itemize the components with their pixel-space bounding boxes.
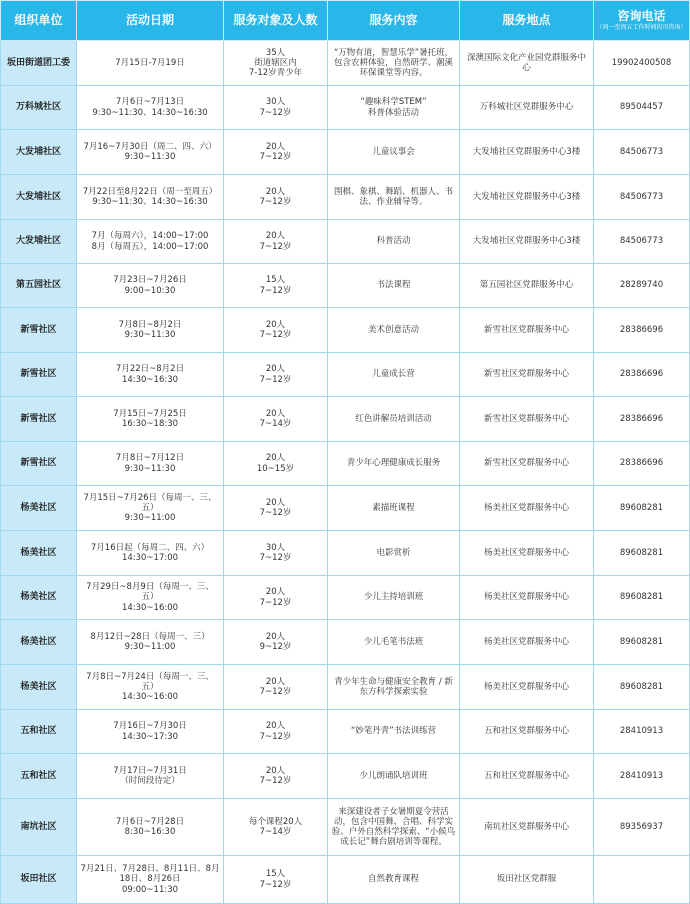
table-row	[1, 397, 690, 442]
table-row	[1, 799, 690, 856]
table-row	[1, 665, 690, 710]
org-cell-text: 五和社区	[20, 726, 57, 737]
date-cell-text: 7月17日~7月31日 （时间段待定）	[113, 765, 187, 786]
location-cell-text: 大发埔社区党群服务中心3楼	[472, 146, 581, 157]
table-row	[1, 531, 690, 576]
content-cell-text: 围棋、象棋、舞蹈、机器人、书法、作业辅导等。	[333, 186, 453, 207]
target-cell	[224, 130, 328, 175]
content-cell	[328, 41, 460, 86]
phone-cell	[594, 442, 690, 486]
header-row	[1, 1, 690, 41]
content-cell	[328, 220, 460, 264]
content-cell	[328, 531, 460, 576]
date-cell	[77, 620, 224, 665]
org-cell	[1, 220, 77, 264]
date-cell	[77, 576, 224, 620]
phone-cell-text: 28410913	[619, 770, 664, 781]
date-cell-text: 7月15日~7月26日（每周一、三、五） 9:30~11:00	[83, 492, 217, 524]
content-cell-text: 少儿毛笔书法班	[363, 636, 424, 647]
org-cell	[1, 754, 77, 799]
org-cell-text: 新雪社区	[20, 458, 57, 469]
content-cell-text: “妙笔丹青”书法训练营	[350, 726, 437, 737]
header-phone	[594, 1, 690, 41]
date-cell-text: 7月15日~7月25日 16:30~18:30	[113, 408, 187, 429]
location-cell-text: 新雪社区党群服务中心	[483, 369, 569, 380]
header-phone-hint: （周一至周五工作时间段可咨询）	[596, 24, 687, 32]
content-cell	[328, 799, 460, 856]
target-cell	[224, 308, 328, 353]
target-cell	[224, 86, 328, 130]
content-cell	[328, 397, 460, 442]
date-cell-text: 7月15日-7月19日	[115, 57, 185, 68]
phone-cell-text: 89608281	[619, 592, 664, 603]
org-cell-text: 大发埔社区	[15, 146, 61, 157]
target-cell-text: 20人 9~12岁	[259, 631, 292, 652]
location-cell-text: 大发埔社区党群服务中心3楼	[472, 236, 581, 247]
date-cell-text: 7月21日、7月28日、8月11日、8月18日、8月26日 09:00~11:30	[80, 864, 220, 895]
location-cell	[460, 220, 594, 264]
date-cell	[77, 486, 224, 531]
content-cell-text: 儿童议事会	[372, 146, 415, 157]
location-cell-text: 杨美社区党群服务中心	[483, 636, 569, 647]
location-cell	[460, 397, 594, 442]
location-cell-text: 南坑社区党群服务中心	[483, 821, 569, 832]
target-cell-text: 30人 7~12岁	[259, 542, 292, 563]
org-cell	[1, 130, 77, 175]
content-cell	[328, 308, 460, 353]
date-cell-text: 7月8日~7月24日（每周一、三、五） 14:30~16:00	[86, 671, 214, 703]
location-cell-text: 坂田社区党群服	[496, 874, 557, 885]
phone-cell-text: 84506773	[619, 191, 664, 202]
location-cell-text: 五和社区党群服务中心	[483, 726, 569, 737]
date-cell-text: 7月16日~7月30日 14:30~17:30	[113, 721, 187, 742]
date-cell	[77, 397, 224, 442]
content-cell	[328, 264, 460, 308]
content-cell-text: 青少年心理健康成长服务	[346, 458, 441, 469]
location-cell	[460, 175, 594, 220]
org-cell-text: 五和社区	[20, 770, 57, 781]
target-cell	[224, 710, 328, 754]
target-cell-text: 20人 7~12岁	[259, 497, 292, 518]
org-cell	[1, 710, 77, 754]
table-row	[1, 710, 690, 754]
location-cell-text: 新雪社区党群服务中心	[483, 413, 569, 424]
location-cell-text: 杨美社区党群服务中心	[483, 547, 569, 558]
content-cell	[328, 86, 460, 130]
content-cell-text: 美术创意活动	[367, 324, 419, 335]
phone-cell-text: 89504457	[619, 102, 664, 113]
org-cell	[1, 442, 77, 486]
target-cell-text: 每个课程20人 7~14岁	[248, 816, 303, 837]
date-cell	[77, 856, 224, 904]
phone-cell-text: 84506773	[619, 146, 664, 157]
target-cell-text: 20人 7~14岁	[259, 408, 292, 429]
phone-cell	[594, 486, 690, 531]
date-cell-text: 7月22日~8月2日 14:30~16:30	[115, 364, 185, 385]
table-body	[1, 41, 690, 904]
date-cell-text: 7月22日至8月22日（周一至周五） 9:30~11:30、14:30~16:30	[82, 186, 218, 207]
content-cell-text: 电影赏析	[376, 547, 411, 558]
org-cell	[1, 175, 77, 220]
phone-cell	[594, 86, 690, 130]
phone-cell-text: 28386696	[619, 413, 664, 424]
location-cell-text: 杨美社区党群服务中心	[483, 681, 569, 692]
location-cell	[460, 264, 594, 308]
phone-cell-text: 89608281	[619, 502, 664, 513]
date-cell	[77, 754, 224, 799]
phone-cell-text: 28386696	[619, 324, 664, 335]
location-cell	[460, 130, 594, 175]
table-row	[1, 754, 690, 799]
table-row	[1, 486, 690, 531]
content-cell-text: 儿童成长营	[372, 369, 415, 380]
target-cell	[224, 442, 328, 486]
org-cell-text: 大发埔社区	[15, 191, 61, 202]
content-cell-text: 来深建设者子女暑期夏令营活动，包含中国舞、合唱、科学实验、户外自然科学探索、“小候鸟成长记”舞台剧培训等课程。	[331, 806, 456, 848]
target-cell	[224, 620, 328, 665]
header-phone-label: 咨询电话	[617, 8, 666, 23]
content-cell	[328, 486, 460, 531]
date-cell	[77, 308, 224, 353]
location-cell-text: 深澳国际文化产业园党群服务中心	[466, 52, 586, 73]
date-cell	[77, 799, 224, 856]
location-cell	[460, 856, 594, 904]
org-cell	[1, 41, 77, 86]
phone-cell	[594, 130, 690, 175]
location-cell-text: 新雪社区党群服务中心	[483, 324, 569, 335]
target-cell-text: 15人 7~12岁	[259, 869, 292, 890]
date-cell-text: 7月16日起（每周二、四、六） 14:30~17:00	[90, 542, 210, 563]
target-cell-text: 20人 7~12岁	[259, 231, 292, 252]
location-cell-text: 杨美社区党群服务中心	[483, 502, 569, 513]
phone-cell-text: 89608281	[619, 636, 664, 647]
location-cell	[460, 308, 594, 353]
date-cell	[77, 665, 224, 710]
date-cell-text: 7月16~7月30日（周二、四、六） 9:30~11:30	[83, 141, 217, 162]
table-row	[1, 353, 690, 397]
org-cell-text: 南坑社区	[20, 821, 57, 832]
org-cell-text: 杨美社区	[20, 547, 57, 558]
date-cell-text: 7月8日~8月2日 9:30~11:30	[118, 319, 182, 340]
org-cell-text: 新雪社区	[20, 369, 57, 380]
org-cell-text: 第五园社区	[15, 280, 61, 291]
phone-cell	[594, 397, 690, 442]
target-cell-text: 20人 7~12岁	[259, 587, 292, 608]
table-row	[1, 264, 690, 308]
date-cell	[77, 130, 224, 175]
org-cell-text: 坂田社区	[20, 874, 57, 885]
location-cell	[460, 576, 594, 620]
content-cell-text: 书法课程	[376, 280, 411, 291]
content-cell-text: “趣味科学STEM” 科普体验活动	[360, 97, 427, 118]
location-cell-text: 五和社区党群服务中心	[483, 770, 569, 781]
phone-cell-text: 28386696	[619, 369, 664, 380]
date-cell	[77, 353, 224, 397]
target-cell	[224, 264, 328, 308]
table-row	[1, 576, 690, 620]
phone-cell	[594, 799, 690, 856]
phone-cell	[594, 531, 690, 576]
phone-cell	[594, 856, 690, 904]
content-cell-text: 少儿朗诵队培训班	[359, 770, 428, 781]
date-cell	[77, 442, 224, 486]
header-date: 活动日期	[77, 1, 224, 41]
target-cell-text: 20人 7~12岁	[259, 364, 292, 385]
phone-cell-text: 89608281	[619, 681, 664, 692]
phone-cell-text: 28386696	[619, 458, 664, 469]
phone-cell	[594, 754, 690, 799]
org-cell-text: 大发埔社区	[15, 236, 61, 247]
date-cell-text: 7月8日~7月12日 9:30~11:30	[115, 453, 185, 474]
content-cell	[328, 710, 460, 754]
date-cell	[77, 220, 224, 264]
table-row	[1, 308, 690, 353]
table-row	[1, 620, 690, 665]
org-cell-text: 新雪社区	[20, 413, 57, 424]
date-cell	[77, 710, 224, 754]
org-cell	[1, 308, 77, 353]
table-row	[1, 175, 690, 220]
phone-cell	[594, 710, 690, 754]
location-cell	[460, 41, 594, 86]
org-cell	[1, 264, 77, 308]
org-cell	[1, 531, 77, 576]
target-cell	[224, 754, 328, 799]
phone-cell-text: 19902400508	[611, 57, 672, 68]
target-cell-text: 20人 7~12岁	[259, 141, 292, 162]
org-cell	[1, 353, 77, 397]
table-row	[1, 130, 690, 175]
phone-cell	[594, 353, 690, 397]
org-cell	[1, 576, 77, 620]
content-cell	[328, 754, 460, 799]
content-cell-text: 自然教育课程	[367, 874, 419, 885]
header-content: 服务内容	[328, 1, 460, 41]
content-cell-text: 红色讲解员培训活动	[355, 413, 432, 424]
location-cell	[460, 353, 594, 397]
phone-cell-text: 89608281	[619, 547, 664, 558]
date-cell	[77, 86, 224, 130]
content-cell	[328, 130, 460, 175]
org-cell-text: 杨美社区	[20, 636, 57, 647]
target-cell	[224, 856, 328, 904]
org-cell-text: 杨美社区	[20, 592, 57, 603]
content-cell	[328, 856, 460, 904]
org-cell	[1, 799, 77, 856]
date-cell-text: 7月29日~8月9日（每周一、三、五） 14:30~16:00	[86, 582, 214, 613]
table-row	[1, 220, 690, 264]
date-cell-text: 7月23日~7月26日 9:00~10:30	[113, 275, 187, 296]
table-row	[1, 442, 690, 486]
location-cell	[460, 86, 594, 130]
content-cell-text: “万物有道，智慧乐学”暑托班，包含农耕体验，自然研学、潮溪环保课堂等内容。	[333, 47, 454, 79]
table-row	[1, 856, 690, 904]
phone-cell	[594, 220, 690, 264]
org-cell	[1, 397, 77, 442]
date-cell-text: 8月12日~28日（每周一、三） 9:30~11:00	[90, 631, 210, 652]
target-cell-text: 20人 7~12岁	[259, 765, 292, 786]
content-cell-text: 科普活动	[376, 236, 411, 247]
date-cell-text: 7月6日~7月28日 8:30~16:30	[115, 816, 185, 837]
location-cell-text: 第五园社区党群服务中心	[479, 280, 574, 291]
phone-cell	[594, 175, 690, 220]
target-cell	[224, 41, 328, 86]
location-cell	[460, 665, 594, 710]
org-cell	[1, 665, 77, 710]
org-cell	[1, 856, 77, 904]
date-cell	[77, 175, 224, 220]
org-cell	[1, 620, 77, 665]
location-cell	[460, 620, 594, 665]
table-row	[1, 86, 690, 130]
location-cell	[460, 531, 594, 576]
phone-cell	[594, 576, 690, 620]
phone-cell	[594, 41, 690, 86]
location-cell-text: 大发埔社区党群服务中心3楼	[472, 191, 581, 202]
org-cell	[1, 86, 77, 130]
phone-cell-text: 89356937	[619, 821, 664, 832]
phone-cell-text: 28289740	[619, 280, 664, 291]
target-cell	[224, 220, 328, 264]
location-cell	[460, 799, 594, 856]
location-cell-text: 新雪社区党群服务中心	[483, 458, 569, 469]
date-cell	[77, 264, 224, 308]
target-cell-text: 20人 7~12岁	[259, 676, 292, 697]
header-org: 组织单位	[1, 1, 77, 41]
target-cell	[224, 531, 328, 576]
location-cell	[460, 710, 594, 754]
content-cell-text: 少儿主持培训班	[363, 592, 424, 603]
location-cell-text: 万科城社区党群服务中心	[479, 102, 574, 113]
content-cell-text: 素描班课程	[372, 502, 415, 513]
location-cell	[460, 442, 594, 486]
target-cell	[224, 397, 328, 442]
org-cell	[1, 486, 77, 531]
header-location: 服务地点	[460, 1, 594, 41]
phone-cell-text: 84506773	[619, 236, 664, 247]
target-cell-text: 20人 7~12岁	[259, 721, 292, 742]
header-target: 服务对象及人数	[224, 1, 328, 41]
location-cell	[460, 754, 594, 799]
date-cell	[77, 41, 224, 86]
target-cell-text: 20人 7~12岁	[259, 186, 292, 207]
target-cell-text: 30人 7~12岁	[259, 97, 292, 118]
content-cell	[328, 175, 460, 220]
phone-cell	[594, 665, 690, 710]
target-cell	[224, 486, 328, 531]
phone-cell	[594, 308, 690, 353]
date-cell-text: 7月6日~7月13日 9:30~11:30、14:30~16:30	[92, 97, 208, 118]
content-cell	[328, 576, 460, 620]
target-cell-text: 20人 10~15岁	[256, 453, 295, 474]
target-cell-text: 20人 7~12岁	[259, 319, 292, 340]
table-row	[1, 41, 690, 86]
target-cell	[224, 665, 328, 710]
target-cell	[224, 353, 328, 397]
phone-cell	[594, 264, 690, 308]
target-cell	[224, 576, 328, 620]
org-cell-text: 坂田街道团工委	[6, 57, 70, 68]
phone-cell	[594, 620, 690, 665]
content-cell-text: 青少年生命与健康安全教育 / 新东方科学探索实验	[334, 676, 453, 697]
location-cell-text: 杨美社区党群服务中心	[483, 592, 569, 603]
org-cell-text: 新雪社区	[20, 324, 57, 335]
date-cell	[77, 531, 224, 576]
org-cell-text: 杨美社区	[20, 681, 57, 692]
location-cell	[460, 486, 594, 531]
phone-cell-text: 28410913	[619, 726, 664, 737]
target-cell-text: 15人 7~12岁	[259, 275, 292, 296]
org-cell-text: 万科城社区	[15, 102, 61, 113]
org-cell-text: 杨美社区	[20, 502, 57, 513]
content-cell	[328, 353, 460, 397]
content-cell	[328, 442, 460, 486]
target-cell-text: 35人 街道辖区内 7-12岁青少年	[248, 47, 303, 79]
target-cell	[224, 799, 328, 856]
target-cell	[224, 175, 328, 220]
content-cell	[328, 620, 460, 665]
content-cell	[328, 665, 460, 710]
date-cell-text: 7月（每周六），14:00~17:00 8月（每周五），14:00~17:00	[91, 231, 209, 252]
